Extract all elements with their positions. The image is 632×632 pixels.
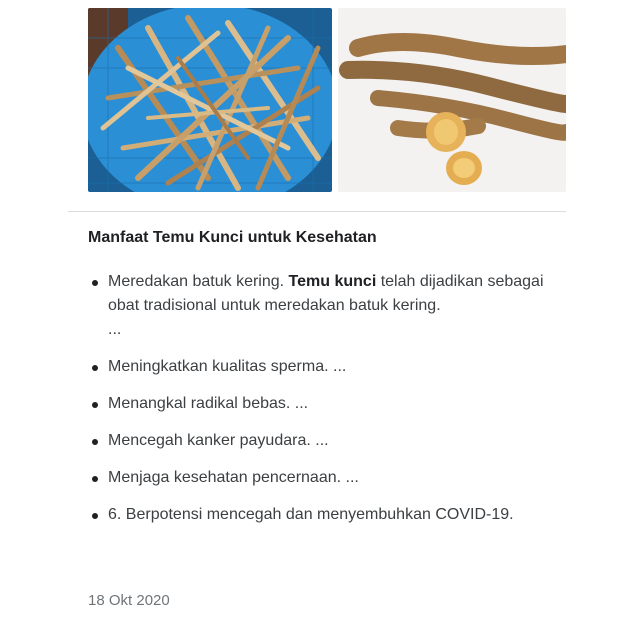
list-item-highlight: Temu kunci [288, 273, 377, 290]
list-item-text: 6. Berpotensi mencegah dan menyembuhkan COVID-19. [108, 506, 514, 523]
image-strip [88, 8, 566, 192]
list-item [92, 429, 560, 453]
list-item-text: Meredakan batuk kering. [108, 273, 289, 290]
list-item-text: Menangkal radikal bebas. ... [108, 395, 309, 412]
benefits-list [92, 270, 560, 527]
list-item-text: Meningkatkan kualitas sperma. ... [108, 358, 347, 375]
list-item-text: telah dijadikan sebagai obat tradisional untuk meredakan batuk kering. [108, 273, 544, 314]
list-item-text: Menjaga kesehatan pencernaan. ... [108, 469, 359, 486]
list-item [92, 392, 560, 416]
fresh-roots-image[interactable] [338, 8, 566, 192]
list-item-text: Mencegah kanker payudara. ... [108, 432, 329, 449]
list-item [92, 355, 560, 379]
result-heading[interactable]: Manfaat Temu Kunci untuk Kesehatan [88, 229, 377, 246]
divider [68, 211, 566, 212]
fresh-roots-icon [338, 8, 566, 192]
list-item [92, 503, 560, 527]
dried-roots-in-basket-icon [88, 8, 332, 192]
list-item-ellipsis: ... [108, 321, 122, 338]
list-item [92, 466, 560, 490]
publish-date: 18 Okt 2020 [88, 592, 170, 609]
dried-roots-image[interactable] [88, 8, 332, 192]
list-item [92, 270, 560, 342]
